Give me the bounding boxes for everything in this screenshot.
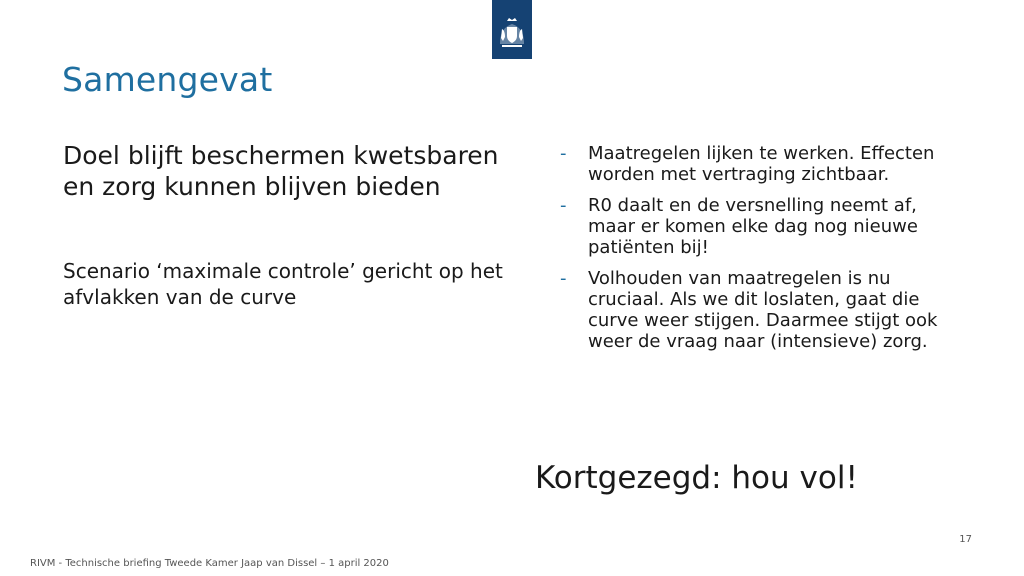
bullet-dash: - (560, 268, 567, 289)
bullet-text: R0 daalt en de versnelling neemt af, maar er komen elke dag nog nieuwe patiënten bij! (588, 195, 918, 258)
bullet-text: Volhouden van maatregelen is nu cruciaal. Als we dit loslaten, gaat die curve weer stijgen. Daarmee stijgt ook weer de vraag naar (intensieve) zorg. (588, 268, 938, 352)
bullet-text: Maatregelen lijken te werken. Effecten worden met vertraging zichtbaar. (588, 143, 935, 185)
lead-statement: Doel blijft beschermen kwetsbaren en zorg kunnen blijven bieden (63, 141, 499, 201)
page-title: Samengevat (62, 60, 273, 99)
page-number: 17 (959, 534, 972, 545)
dutch-government-coat-of-arms-icon (492, 0, 532, 59)
left-column (63, 140, 503, 310)
scenario-statement: Scenario ‘maximale controle’ gericht op het afvlakken van de curve (63, 259, 503, 309)
footer: RIVM - Technische briefing Tweede Kamer Jaap van Dissel – 1 april 2020 (30, 558, 389, 569)
government-logo (492, 0, 532, 59)
bullet-dash: - (560, 143, 567, 164)
right-column (558, 143, 958, 362)
list-item (558, 195, 958, 258)
bullet-list (558, 143, 958, 352)
list-item (558, 143, 958, 185)
bullet-dash: - (560, 195, 567, 216)
list-item (558, 268, 958, 352)
conclusion: Kortgezegd: hou vol! (535, 460, 858, 496)
